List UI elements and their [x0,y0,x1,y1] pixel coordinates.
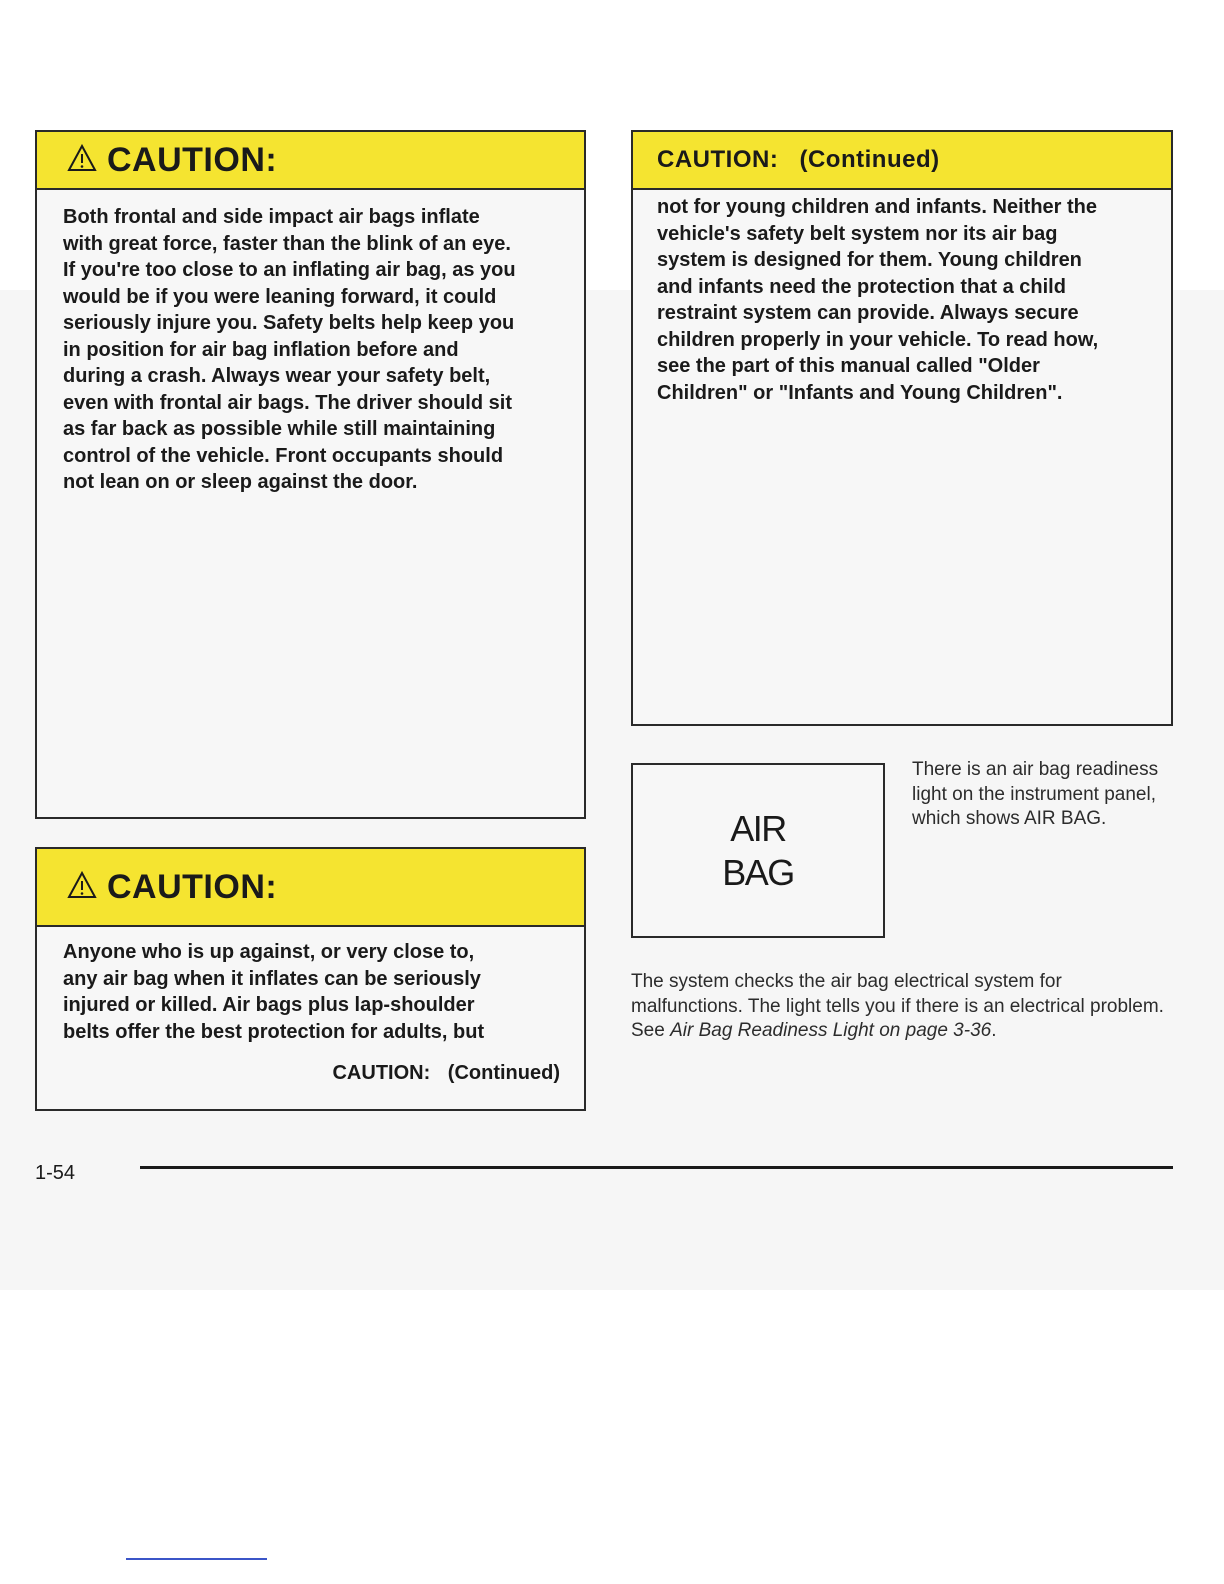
caution-line: not lean on or sleep against the door. [63,471,418,493]
caution-title: CAUTION: (Continued) [657,146,940,173]
caution-body [633,190,1171,406]
caution-title: CAUTION: [107,140,278,179]
caution-line: see the part of this manual called "Older [657,355,1040,377]
caution-line: in position for air bag inflation before and [63,338,459,361]
caution-header [37,132,584,190]
system-check-paragraph [631,970,1176,1044]
caution-line: seriously injure you. Safety belts help keep you [63,312,515,334]
page-number: 1-54 [35,1162,76,1184]
caution-line: Anyone who is up against, or very close to, [63,941,475,963]
caution-line: Both frontal and side impact air bags inflate [63,206,480,228]
caution-box-continued [631,130,1173,726]
warning-triangle-icon [67,144,97,177]
caution-line: belts offer the best protection for adults, but [63,1020,485,1043]
caution-line: vehicle's safety belt system nor its air bag [657,222,1058,245]
airbag-light-line: AIR [730,807,786,849]
caution-line: during a crash. Always wear your safety belt, [63,365,491,387]
caution-box-close-to-airbag [35,847,586,1111]
caution-line: as far back as possible while still maintaining [63,418,496,440]
caution-line: and infants need the protection that a child [657,275,1066,298]
caution-line: not for young children and infants. Neither the [657,196,1098,218]
bottom-underline-divider [126,1558,267,1560]
warning-triangle-icon [67,871,97,904]
caution-body [37,927,584,1045]
caution-line: system is designed for them. Young children [657,249,1082,271]
caution-header [633,132,1171,190]
caution-line: injured or killed. Air bags plus lap-shoulder [63,994,475,1016]
caution-box-frontal-side-airbags [35,130,586,819]
caution-title: CAUTION: [107,867,278,906]
caution-line: with great force, faster than the blink of an eye. [63,232,511,255]
caution-continued-label: CAUTION: (Continued) [332,1062,560,1084]
cross-reference: Air Bag Readiness Light on page 3-36 [670,1020,992,1041]
caution-line: any air bag when it inflates can be seriously [63,967,481,990]
caution-header [37,849,584,927]
caution-line: control of the vehicle. Front occupants should [63,444,504,467]
footer-rule [140,1166,1173,1169]
caution-body [37,190,584,496]
airbag-light-description: There is an air bag readiness light on the instrument panel, which shows AIR BAG. [912,759,1159,829]
caution-line: children properly in your vehicle. To read how, [657,328,1099,351]
caution-line: Children" or "Infants and Young Children". [657,381,1063,404]
caution-line: even with frontal air bags. The driver should sit [63,391,512,414]
airbag-readiness-light-illustration [631,763,885,938]
paragraph-text: The system checks the air bag electrical system for malfunctions. The light tells you if there is an electrical problem. See [631,971,1164,1041]
caution-line: restraint system can provide. Always secure [657,302,1079,324]
caution-line: If you're too close to an inflating air bag, as you [63,259,516,281]
paragraph-end: . [991,1020,997,1041]
caution-line: would be if you were leaning forward, it could [63,285,497,308]
airbag-light-line: BAG [722,851,794,893]
